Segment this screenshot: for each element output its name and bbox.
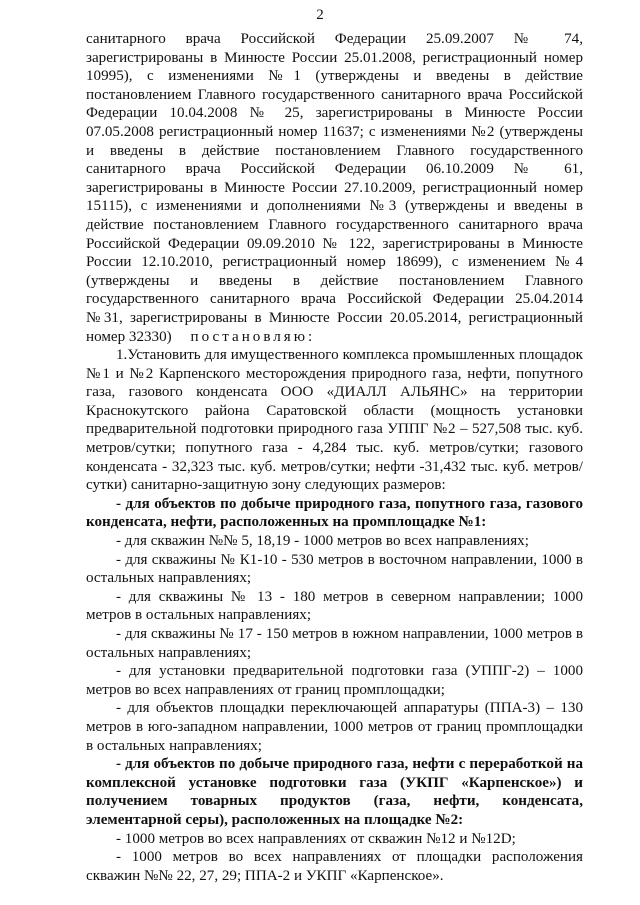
section-heading-site-1: - для объектов по добыче природного газа, попутного газа, газового конденсата, нефти, расположенных на промплощадке №1:	[86, 495, 583, 531]
resolves-word: постановляю:	[190, 328, 316, 345]
intro-paragraph	[86, 30, 583, 346]
document-body	[86, 30, 583, 885]
list-item: - для скважины № К1-10 - 530 метров в восточном направлении, 1000 в остальных направлениях;	[86, 551, 583, 587]
list-item: - для установки предварительной подготовки газа (УППГ-2) – 1000 метров во всех направлениях от границ промплощадки;	[86, 663, 583, 698]
list-item: - 1000 метров во всех направлениях от скважин №12 и №12D;	[116, 830, 516, 847]
section-heading-site-2: - для объектов по добыче природного газа, нефти с переработкой на комплексной установке подготовки газа (УКПГ «Карпенское») и получением товарных продуктов (газа, нефти, конденсата, элементарной серы), расположенных на площадке №2:	[86, 756, 583, 828]
clause-1: 1.Установить для имущественного комплекса промышленных площадок №1 и №2 Карпенского месторождения природного газа, нефти, попутного газа, газового конденсата ООО «ДИАЛЛ АЛЬЯНС» на территории Краснокутского района Саратовской области (мощность установки предварительной подготовки природного газа УППГ №2 – 527,508 тыс. куб. метров/сутки; попутного газа - 4,284 тыс. куб. метров/сутки; газового конденсата - 32,323 тыс. куб. метров/сутки; нефти -31,432 тыс. куб. метров/сутки) санитарно-защитную зону следующих размеров:	[86, 347, 583, 494]
list-item: - для скважины № 13 - 180 метров в северном направлении; 1000 метров в остальных направлениях;	[86, 588, 583, 624]
list-item: - для скважин №№ 5, 18,19 - 1000 метров во всех направлениях;	[116, 533, 529, 550]
list-item: - для скважины № 17 - 150 метров в южном направлении, 1000 метров в остальных направлениях;	[86, 626, 583, 661]
list-item: - для объектов площадки переключающей аппаратуры (ППА-3) – 130 метров в юго-западном направлении, 1000 метров от границ промплощадки в остальных направлениях;	[86, 700, 583, 754]
list-item: - 1000 метров во всех направлениях от площадки расположения скважин №№ 22, 27, 29; ППА-2 и УКПГ «Карпенское».	[86, 849, 583, 884]
page-number: 2	[316, 7, 324, 23]
intro-text: санитарного врача Российской Федерации 25.09.2007 № 74, зарегистрированы в Минюсте России 25.01.2008, регистрационный номер 10995), с изменениями №1 (утверждены и введены в действие постановлением Главного государственного санитарного врача Российской Федерации 10.04.2008 № 25, зарегистрированы в Минюсте России 07.05.2008 регистрационный номер 11637; с изменениями №2 (утверждены и введены в действие постановлением Главного государственного санитарного врача Российской Федерации 06.10.2009 № 61, зарегистрированы в Минюсте России 27.10.2009, регистрационный номер 15115), с изменениями и дополнениями №3 (утверждены и введены в действие постановлением Главного государственного санитарного врача Российской Федерации 09.09.2010 № 122, зарегистрированы в Минюсте России 12.10.2010, регистрационный номер 18699), с изменением №4 (утверждены и введены в действие постановлением Главного государственного санитарного врача Российской Федерации 25.04.2014 №31, зарегистрированы в Минюсте России 20.05.2014, регистрационный номер 32330)	[86, 31, 583, 345]
